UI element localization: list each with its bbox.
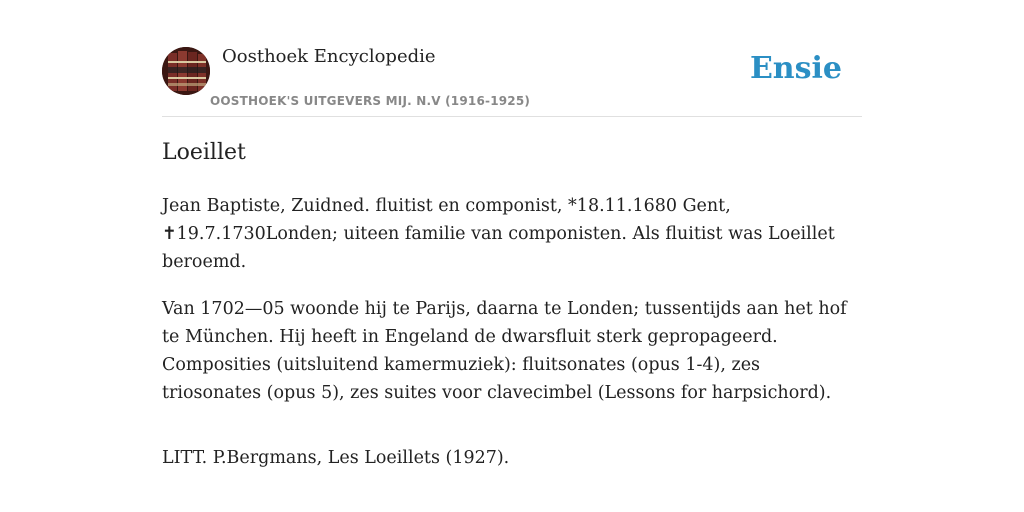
publisher-label: OOSTHOEK'S UITGEVERS MIJ. N.V (1916-1925) — [210, 94, 531, 108]
book-spines-icon[interactable] — [162, 47, 210, 95]
brand-logo-link[interactable]: Ensie — [749, 51, 842, 86]
entry-body — [162, 192, 852, 491]
entry-paragraph: Van 1702—05 woonde hij te Parijs, daarna te Londen; tussentijds aan het hof te München. Hij heeft in Engeland de dwarsfluit sterk gepropageerd. Composities (uitsluitend kamermuziek): fluitsonates (opus 1-4), zes triosonates (opus 5), zes suites voor clavecimbel (Lessons for harpsichord). — [162, 299, 847, 403]
literature-reference: LITT. P.Bergmans, Les Loeillets (1927). — [162, 448, 510, 468]
entry-title: Loeillet — [162, 140, 246, 165]
site-header — [162, 46, 862, 117]
entry-paragraph: Jean Baptiste, Zuidned. fluitist en componist, *18.11.1680 Gent, ✝19.7.1730Londen; uiteen familie van componisten. Als fluitist was Loeillet beroemd. — [162, 196, 835, 272]
site-title[interactable]: Oosthoek Encyclopedie — [222, 46, 436, 67]
